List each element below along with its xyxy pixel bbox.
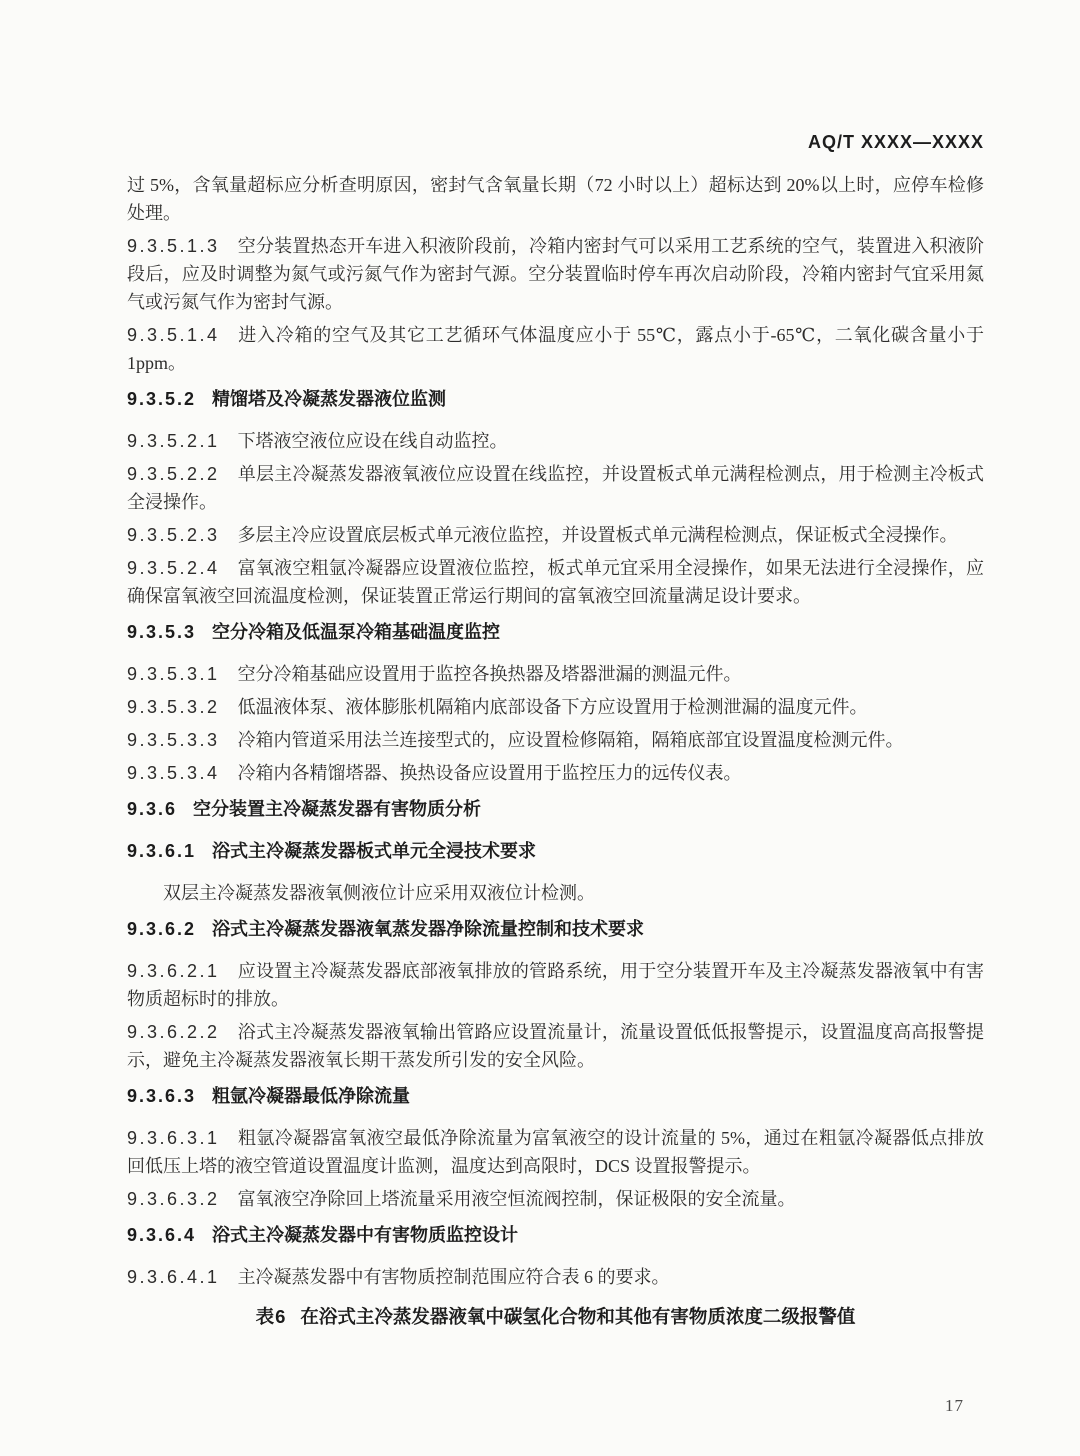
section-heading [127,1082,984,1110]
clause-number: 9.3.6.1 [127,841,197,861]
clause-paragraph [127,1018,984,1074]
clause-number: 9.3.6.2.2 [127,1022,220,1042]
clause-number: 9.3.5.2.2 [127,464,220,484]
clause-paragraph [127,521,984,549]
clause-number: 9.3.5.2.1 [127,431,220,451]
clause-paragraph [127,232,984,316]
section-heading [127,1221,984,1249]
clause-paragraph [127,1124,984,1180]
clause-number: 9.3.5.1.3 [127,236,220,256]
document-code: AQ/T XXXX—XXXX [807,132,984,152]
clause-number: 9.3.5.3.1 [127,664,220,684]
clause-paragraph [127,460,984,516]
indented-paragraph [127,879,984,907]
clause-number: 9.3.6.3.1 [127,1128,220,1148]
heading-text: 浴式主冷凝蒸发器板式单元全浸技术要求 [212,841,537,861]
table-caption [127,1303,984,1331]
clause-paragraph [127,759,984,787]
clause-text: 下塔液空液位应设在线自动监控。 [237,431,508,451]
clause-paragraph [127,1185,984,1213]
clause-number: 9.3.5.3 [127,622,197,642]
document-body [127,171,984,1331]
heading-text: 粗氩冷凝器最低净除流量 [212,1086,411,1106]
clause-text: 浴式主冷凝蒸发器液氧输出管路应设置流量计，流量设置低低报警提示，设置温度高高报警提示，避免主冷凝蒸发器液氧长期干蒸发所引发的安全风险。 [127,1022,984,1070]
heading-text: 空分装置主冷凝蒸发器有害物质分析 [193,799,482,819]
clause-number: 9.3.5.1.4 [127,325,220,345]
clause-number: 9.3.5.2.4 [127,558,220,578]
clause-number: 9.3.6.2 [127,919,197,939]
clause-paragraph [127,1263,984,1291]
clause-text: 过 5%，含氧量超标应分析查明原因，密封气含氧量长期（72 小时以上）超标达到 20%以上时，应停车检修处理。 [127,175,984,223]
heading-text: 空分冷箱及低温泵冷箱基础温度监控 [212,622,501,642]
table-label: 表6 [255,1306,287,1327]
clause-text: 空分冷箱基础应设置用于监控各换热器及塔器泄漏的测温元件。 [237,664,742,684]
clause-text: 进入冷箱的空气及其它工艺循环气体温度应小于 55℃，露点小于-65℃，二氧化碳含量小于 1ppm。 [127,325,984,373]
clause-number: 9.3.5.3.3 [127,730,220,750]
clause-paragraph [127,660,984,688]
clause-number: 9.3.5.3.2 [127,697,220,717]
clause-text: 低温液体泵、液体膨胀机隔箱内底部设备下方应设置用于检测泄漏的温度元件。 [237,697,868,717]
clause-number: 9.3.6 [127,799,178,819]
clause-number: 9.3.6.4 [127,1225,197,1245]
clause-number: 9.3.6.3 [127,1086,197,1106]
clause-text: 双层主冷凝蒸发器液氧侧液位计应采用双液位计检测。 [163,883,595,903]
clause-text: 主冷凝蒸发器中有害物质控制范围应符合表 6 的要求。 [237,1267,670,1287]
clause-text: 冷箱内各精馏塔器、换热设备应设置用于监控压力的远传仪表。 [237,763,742,783]
heading-text: 浴式主冷凝蒸发器中有害物质监控设计 [212,1225,519,1245]
clause-text: 单层主冷凝蒸发器液氧液位应设置在线监控，并设置板式单元满程检测点，用于检测主冷板式全浸操作。 [127,464,984,512]
clause-paragraph [127,957,984,1013]
heading-text: 精馏塔及冷凝蒸发器液位监测 [212,389,447,409]
clause-paragraph [127,321,984,377]
clause-text: 冷箱内管道采用法兰连接型式的，应设置检修隔箱，隔箱底部宜设置温度检测元件。 [237,730,904,750]
heading-text: 浴式主冷凝蒸发器液氧蒸发器净除流量控制和技术要求 [212,919,645,939]
clause-number: 9.3.5.3.4 [127,763,220,783]
clause-text: 富氧液空净除回上塔流量采用液空恒流阀控制，保证极限的安全流量。 [237,1189,796,1209]
clause-number: 9.3.6.2.1 [127,961,220,981]
page-number: 17 [945,1396,964,1415]
clause-paragraph [127,427,984,455]
clause-number: 9.3.5.2 [127,389,197,409]
clause-text: 粗氩冷凝器富氧液空最低净除流量为富氧液空的设计流量的 5%，通过在粗氩冷凝器低点排放回低压上塔的液空管道设置温度计监测，温度达到高限时，DCS 设置报警提示。 [127,1128,984,1176]
section-heading [127,795,984,823]
clause-paragraph [127,171,984,227]
clause-text: 富氧液空粗氩冷凝器应设置液位监控，板式单元宜采用全浸操作，如果无法进行全浸操作，应确保富氧液空回流温度检测，保证装置正常运行期间的富氧液空回流量满足设计要求。 [127,558,984,606]
clause-number: 9.3.6.3.2 [127,1189,220,1209]
clause-text: 多层主冷应设置底层板式单元液位监控，并设置板式单元满程检测点，保证板式全浸操作。 [237,525,958,545]
clause-text: 空分装置热态开车进入积液阶段前，冷箱内密封气可以采用工艺系统的空气，装置进入积液阶段后，应及时调整为氮气或污氮气作为密封气源。空分装置临时停车再次启动阶段，冷箱内密封气宜采用氮气或污氮气作为密封气源。 [127,236,984,312]
section-heading [127,915,984,943]
clause-paragraph [127,726,984,754]
section-heading [127,837,984,865]
section-heading [127,618,984,646]
section-heading [127,385,984,413]
clause-number: 9.3.5.2.3 [127,525,220,545]
clause-text: 应设置主冷凝蒸发器底部液氧排放的管路系统，用于空分装置开车及主冷凝蒸发器液氧中有害物质超标时的排放。 [127,961,984,1009]
clause-text: 在浴式主冷蒸发器液氧中碳氢化合物和其他有害物质浓度二级报警值 [300,1306,856,1327]
clause-number: 9.3.6.4.1 [127,1267,220,1287]
clause-paragraph [127,693,984,721]
clause-paragraph [127,554,984,610]
